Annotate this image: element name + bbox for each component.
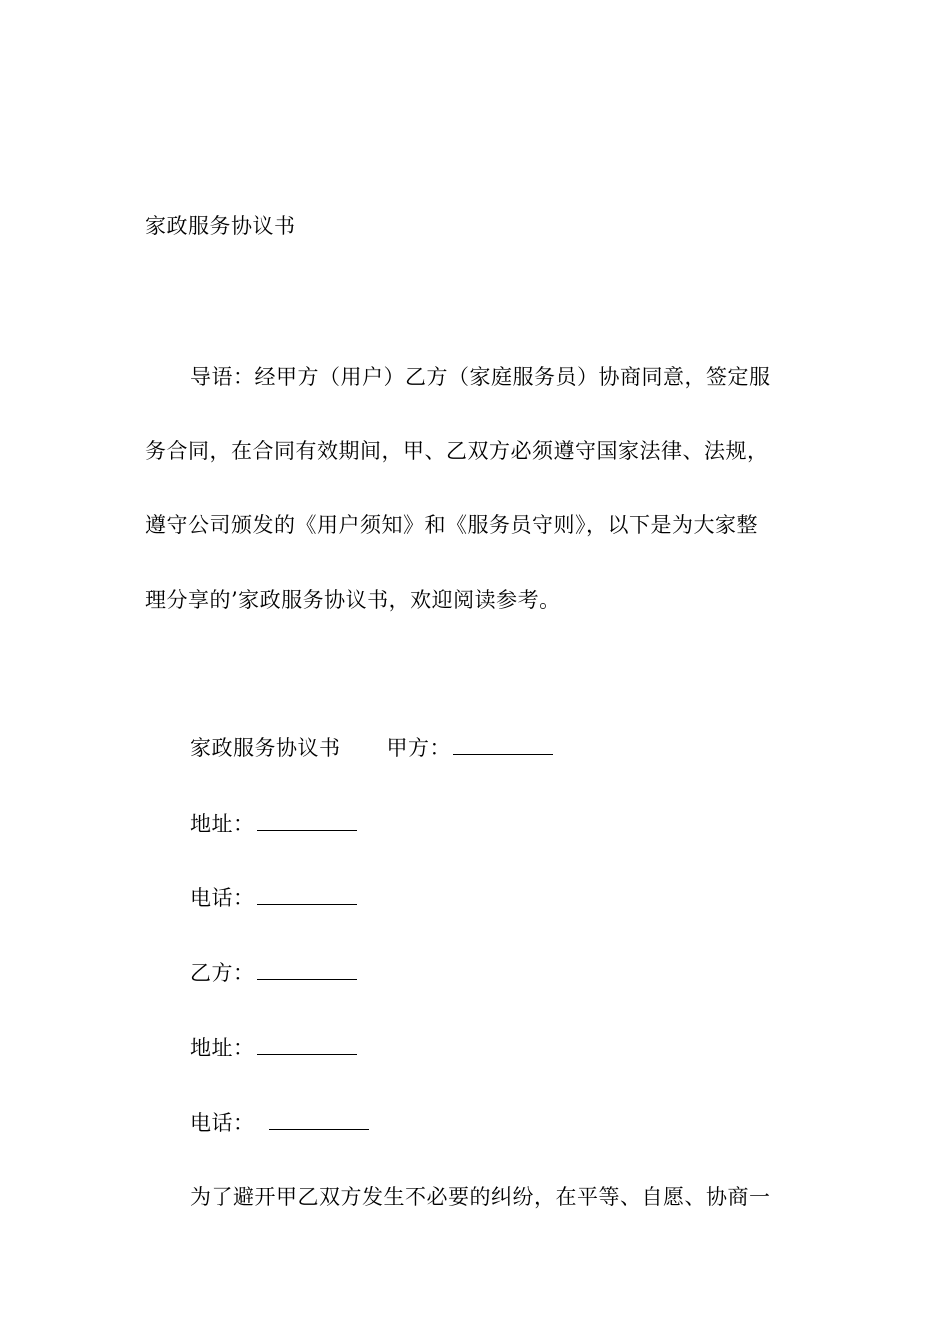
address-a-row xyxy=(190,809,357,839)
closing-line: 为了避开甲乙双方发生不必要的纠纷，在平等、自愿、协商一 xyxy=(190,1185,771,1209)
address-b-label: 地址： xyxy=(190,1036,255,1060)
party-b-label: 乙方： xyxy=(190,961,255,985)
party-b-row xyxy=(190,958,357,988)
intro-line-3: 遵守公司颁发的《用户须知》和《服务员守则》，以下是为大家整 xyxy=(145,513,758,537)
phone-b-blank[interactable] xyxy=(269,1109,369,1130)
address-a-label: 地址： xyxy=(190,812,255,836)
address-b-row xyxy=(190,1033,357,1063)
intro-line-2: 务合同，在合同有效期间，甲、乙双方必须遵守国家法律、法规， xyxy=(145,439,769,463)
intro-line-4: 理分享的’家政服务协议书，欢迎阅读参考。 xyxy=(145,588,561,612)
party-a-row xyxy=(190,733,553,763)
phone-b-label: 电话： xyxy=(190,1111,255,1135)
party-a-label: 甲方： xyxy=(386,736,451,760)
phone-a-blank[interactable] xyxy=(257,884,357,905)
phone-a-row xyxy=(190,883,357,913)
party-b-blank[interactable] xyxy=(257,959,357,980)
party-a-blank[interactable] xyxy=(453,734,553,755)
contract-header-title: 家政服务协议书 xyxy=(190,736,341,760)
address-a-blank[interactable] xyxy=(257,810,357,831)
address-b-blank[interactable] xyxy=(257,1034,357,1055)
phone-a-label: 电话： xyxy=(190,886,255,910)
document-title: 家政服务协议书 xyxy=(145,214,296,238)
intro-line-1: 导语：经甲方（用户）乙方（家庭服务员）协商同意，签定服 xyxy=(190,365,771,389)
phone-b-row xyxy=(190,1108,369,1138)
